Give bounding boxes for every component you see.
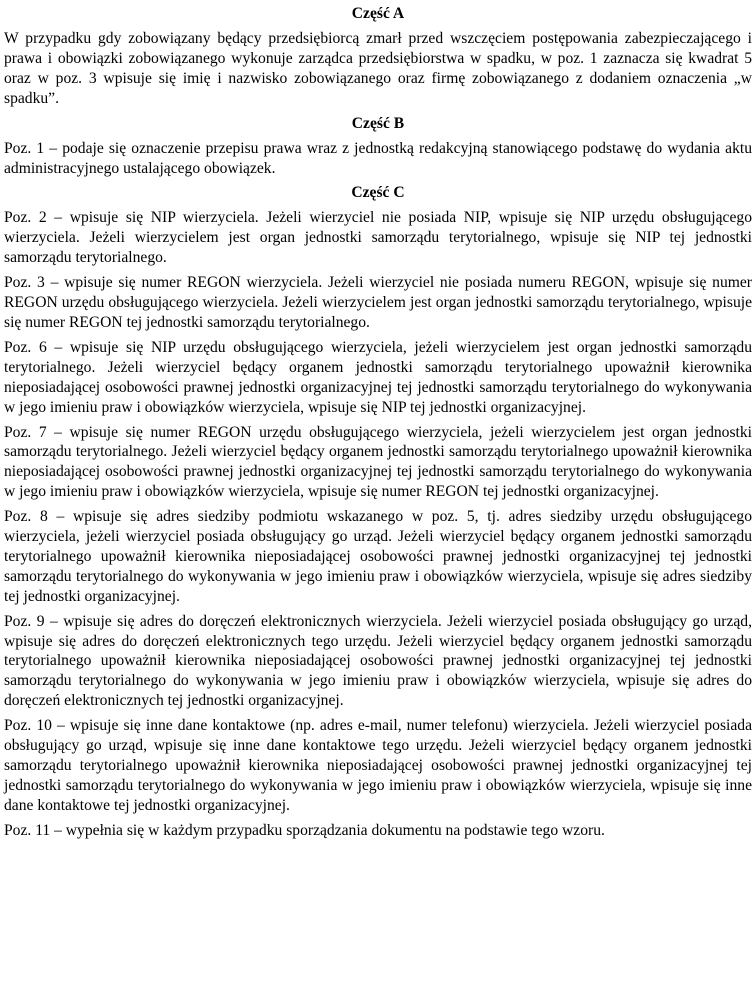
section-c-paragraph-poz-3: Poz. 3 – wpisuje się numer REGON wierzyciela. Jeżeli wierzyciel nie posiada numeru REGON, wpisuje się numer REGON urzędu obsługującego wierzyciela. Jeżeli wierzycielem jest organ jednostki samorządu terytorialnego, wpisuje się numer REGON tej jednostki samorządu terytorialnego.	[4, 274, 752, 331]
section-c-paragraph-poz-6: Poz. 6 – wpisuje się NIP urzędu obsługującego wierzyciela, jeżeli wierzycielem jest organ jednostki samorządu terytorialnego. Jeżeli wierzyciel będący organem jednostki samorządu terytorialnego upoważnił kierownika nieposiadającej osobowości prawnej jednostki organizacyjnej tej jednostki samorządu terytorialnego do wykonywania w jego imieniu praw i obowiązków wierzyciela, wpisuje się NIP tej jednostki organizacyjnej.	[4, 338, 752, 416]
section-b-paragraph: Poz. 1 – podaje się oznaczenie przepisu prawa wraz z jednostką redakcyjną stanowiącego podstawę do wydania aktu administracyjnego ustalającego obowiązek.	[4, 139, 752, 177]
section-c-paragraph-poz-11: Poz. 11 – wypełnia się w każdym przypadku sporządzania dokumentu na podstawie tego wzoru.	[4, 821, 605, 839]
section-c-paragraph-poz-7: Poz. 7 – wpisuje się numer REGON urzędu obsługującego wierzyciela, jeżeli wierzycielem jest organ jednostki samorządu terytorialnego. Jeżeli wierzyciel będący organem jednostki samorządu terytorialnego upoważnił kierownika nieposiadającej osobowości prawnej jednostki organizacyjnej tej jednostki samorządu terytorialnego do wykonywania w jego imieniu praw i obowiązków wierzyciela, wpisuje się numer REGON tej jednostki organizacyjnej.	[4, 423, 752, 501]
section-heading-a: Część A	[351, 5, 405, 22]
section-heading-b: Część B	[351, 114, 405, 132]
section-c-paragraph-poz-10: Poz. 10 – wpisuje się inne dane kontaktowe (np. adres e-mail, numer telefonu) wierzyciela. Jeżeli wierzyciel posiada obsługujący go urząd, wpisuje się inne dane kontaktowe tego urzędu. Jeżeli wierzyciel będący organem jednostki samorządu terytorialnego upoważnił kierownika nieposiadającej osobowości prawnej jednostki organizacyjnej tej jednostki samorządu terytorialnego do wykonywania w jego imieniu praw i obowiązków wierzyciela, wpisuje się inne dane kontaktowe tej jednostki organizacyjnej.	[4, 717, 752, 814]
section-a-paragraph: W przypadku gdy zobowiązany będący przedsiębiorcą zmarł przed wszczęciem postępowania zabezpieczającego i prawa i obowiązki zobowiązanego wykonuje zarządca przedsiębiorstwa w spadku, w poz. 1 zaznacza się kwadrat 5 oraz w poz. 3 wpisuje się imię i nazwisko zobowiązanego oraz firmę zobowiązanego z dodaniem oznaczenia „w spadku”.	[4, 30, 752, 107]
section-c-paragraph-poz-2: Poz. 2 – wpisuje się NIP wierzyciela. Jeżeli wierzyciel nie posiada NIP, wpisuje się NIP urzędu obsługującego wierzyciela. Jeżeli wierzycielem jest organ jednostki samorządu terytorialnego, wpisuje się NIP tej jednostki samorządu terytorialnego.	[4, 209, 752, 267]
section-heading-c: Część C	[351, 184, 405, 202]
section-c-paragraph-poz-8: Poz. 8 – wpisuje się adres siedziby podmiotu wskazanego w poz. 5, tj. adres siedziby urzędu obsługującego wierzyciela, jeżeli wierzyciel posiada obsługujący go urząd. Jeżeli wierzyciel będący organem jednostki samorządu terytorialnego upoważnił kierownika nieposiadającej osobowości prawnej jednostki organizacyjnej tej jednostki samorządu terytorialnego do wykonywania w jego imieniu praw i obowiązków wierzyciela, wpisuje się adres siedziby tej jednostki organizacyjnej.	[4, 508, 752, 605]
section-c-paragraph-poz-9: Poz. 9 – wpisuje się adres do doręczeń elektronicznych wierzyciela. Jeżeli wierzyciel posiada obsługujący go urząd, wpisuje się adres do doręczeń elektronicznych tego urzędu. Jeżeli wierzyciel będący organem jednostki samorządu terytorialnego upoważnił kierownika nieposiadającej osobowości prawnej jednostki organizacyjnej tej jednostki samorządu terytorialnego do wykonywania w jego imieniu praw i obowiązków wierzyciela, wpisuje się adres do doręczeń elektronicznych tej jednostki organizacyjnej.	[4, 612, 752, 710]
